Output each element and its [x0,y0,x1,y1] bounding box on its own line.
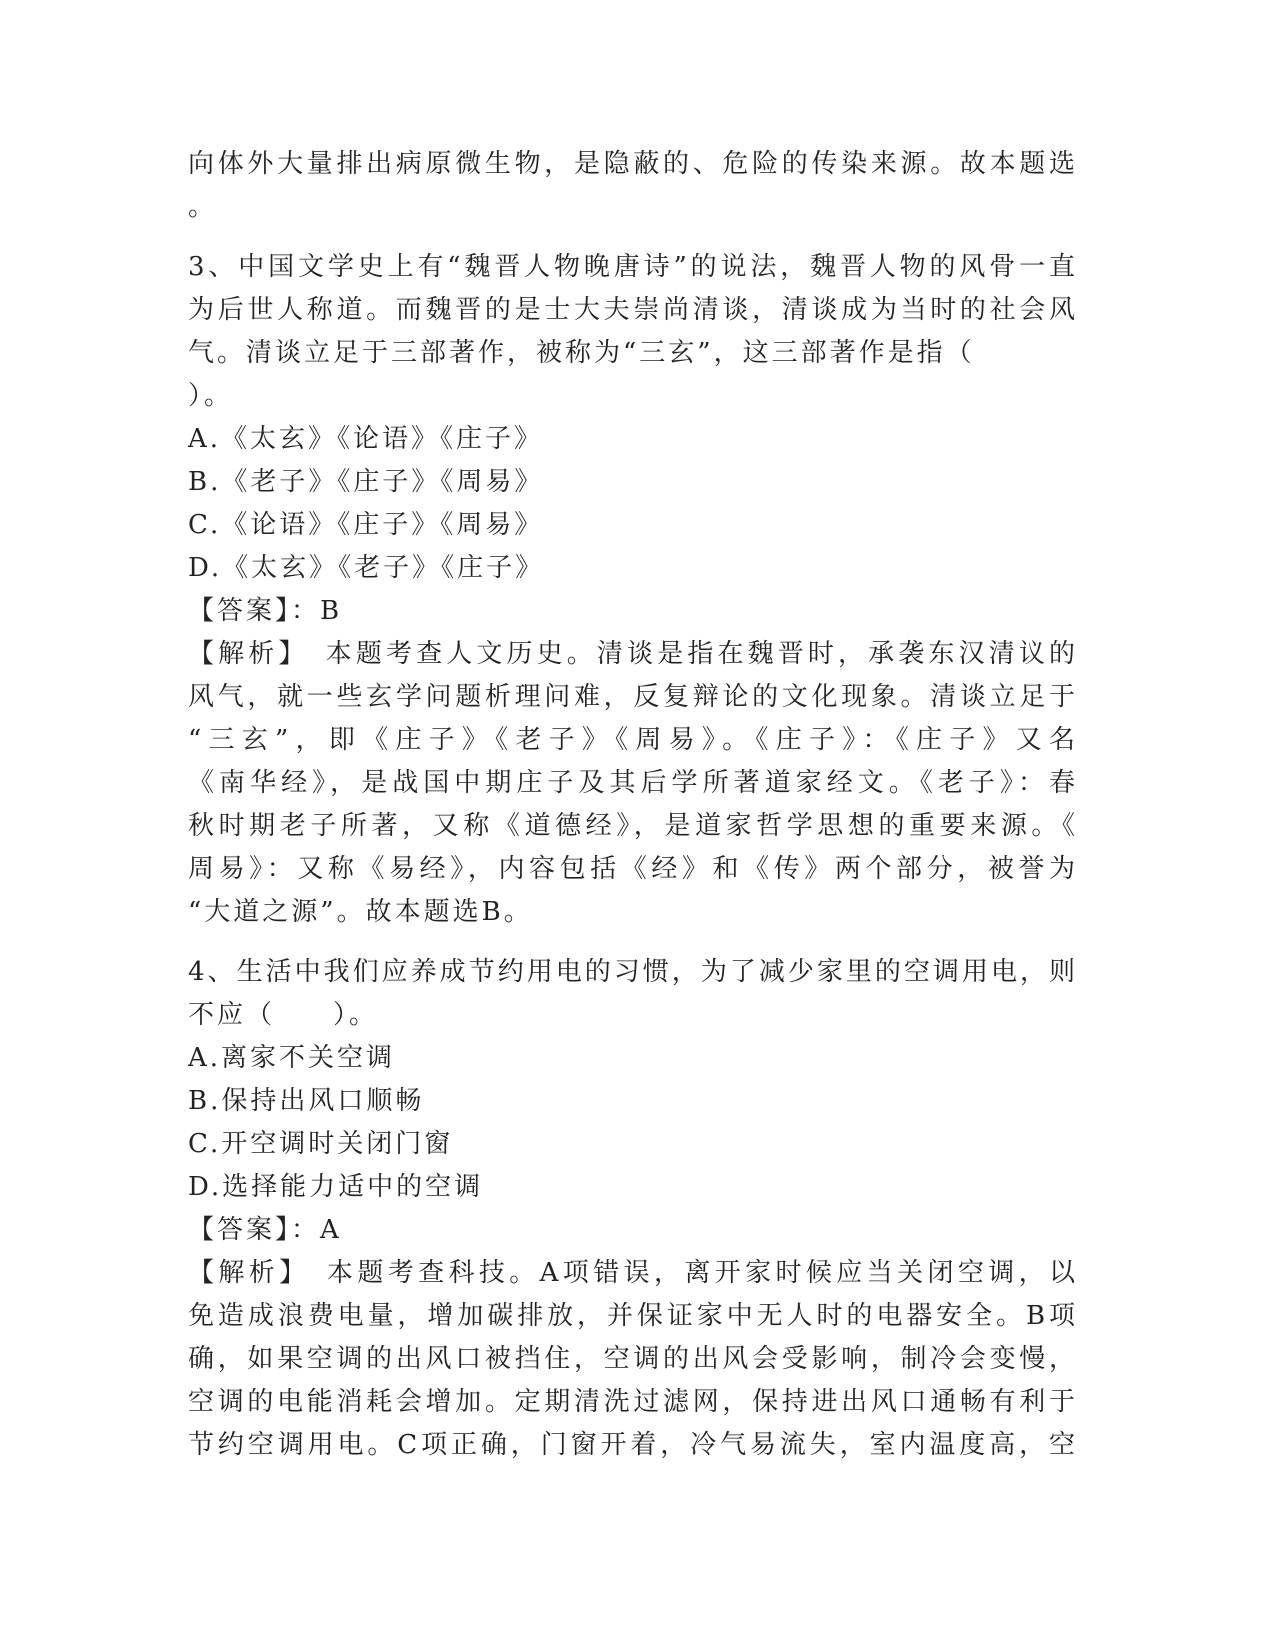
answer-line: 【答案】：A [188,1215,342,1245]
option-d: D.选择能力适中的空调 [188,1172,484,1202]
option-a: A.《太玄》《论语》《庄子》 [188,424,544,454]
option-b: B.《老子》《庄子》《周易》 [188,467,544,497]
question-4 [188,951,1078,1467]
text-line: 周易》：又称《易经》，内容包括《经》和《传》两个部分，被誉为 [188,854,1078,884]
text-line: 。 [188,192,218,222]
text-line: 3、中国文学史上有“魏晋人物晚唐诗”的说法，魏晋人物的风骨一直 [188,252,1078,282]
text-line: “大道之源”。故本题选B。 [188,897,533,927]
option-c: C.《论语》《庄子》《周易》 [188,510,544,540]
option-list [188,1037,1078,1209]
text-line: 秋时期老子所著，又称《道德经》，是道家哲学思想的重要来源。《 [188,811,1078,841]
option-c: C.开空调时关闭门窗 [188,1129,454,1159]
option-a: A.离家不关空调 [188,1043,396,1073]
option-d: D.《太玄》《老子》《庄子》 [188,553,545,583]
text-line: 确，如果空调的出风口被挡住，空调的出风会受影响，制冷会变慢， [188,1344,1078,1374]
text-line: 向体外大量排出病原微生物，是隐蔽的、危险的传染来源。故本题选 [188,149,1078,179]
text-line: 免造成浪费电量，增加碳排放，并保证家中无人时的电器安全。B项 [188,1301,1078,1331]
option-b: B.保持出风口顺畅 [188,1086,425,1116]
analysis [188,633,1078,934]
text-line: “三玄”，即《庄子》《老子》《周易》。《庄子》：《庄子》又名 [188,725,1078,755]
text-line: 节约空调用电。C项正确，门窗开着，冷气易流失，室内温度高，空 [188,1430,1078,1460]
text-line: ）。 [188,381,234,411]
page-content [188,143,1078,1467]
text-line: 《南华经》，是战国中期庄子及其后学所著道家经文。《老子》：春 [188,768,1078,798]
question-stem [188,951,1078,1037]
text-line: 不应（ ）。 [188,1000,379,1030]
analysis [188,1252,1078,1467]
option-list [188,418,1078,590]
text-line: 【解析】 本题考查科技。A项错误，离开家时候应当关闭空调，以 [188,1258,1078,1288]
text-line: 4、生活中我们应养成节约用电的习惯，为了减少家里的空调用电，则 [188,957,1078,987]
text-line: 风气，就一些玄学问题析理问难，反复辩论的文化现象。清谈立足于 [188,682,1078,712]
question-stem [188,246,1078,418]
question-3 [188,246,1078,934]
text-line: 【解析】 本题考查人文历史。清谈是指在魏晋时，承袭东汉清议的 [188,639,1078,669]
previous-analysis-continuation [188,143,1078,229]
text-line: 空调的电能消耗会增加。定期清洗过滤网，保持进出风口通畅有利于 [188,1387,1078,1417]
text-line: 气。清谈立足于三部著作，被称为“三玄”，这三部著作是指（ [188,338,975,368]
answer-line: 【答案】：B [188,596,343,626]
text-line: 为后世人称道。而魏晋的是士大夫崇尚清谈，清谈成为当时的社会风 [188,295,1078,325]
